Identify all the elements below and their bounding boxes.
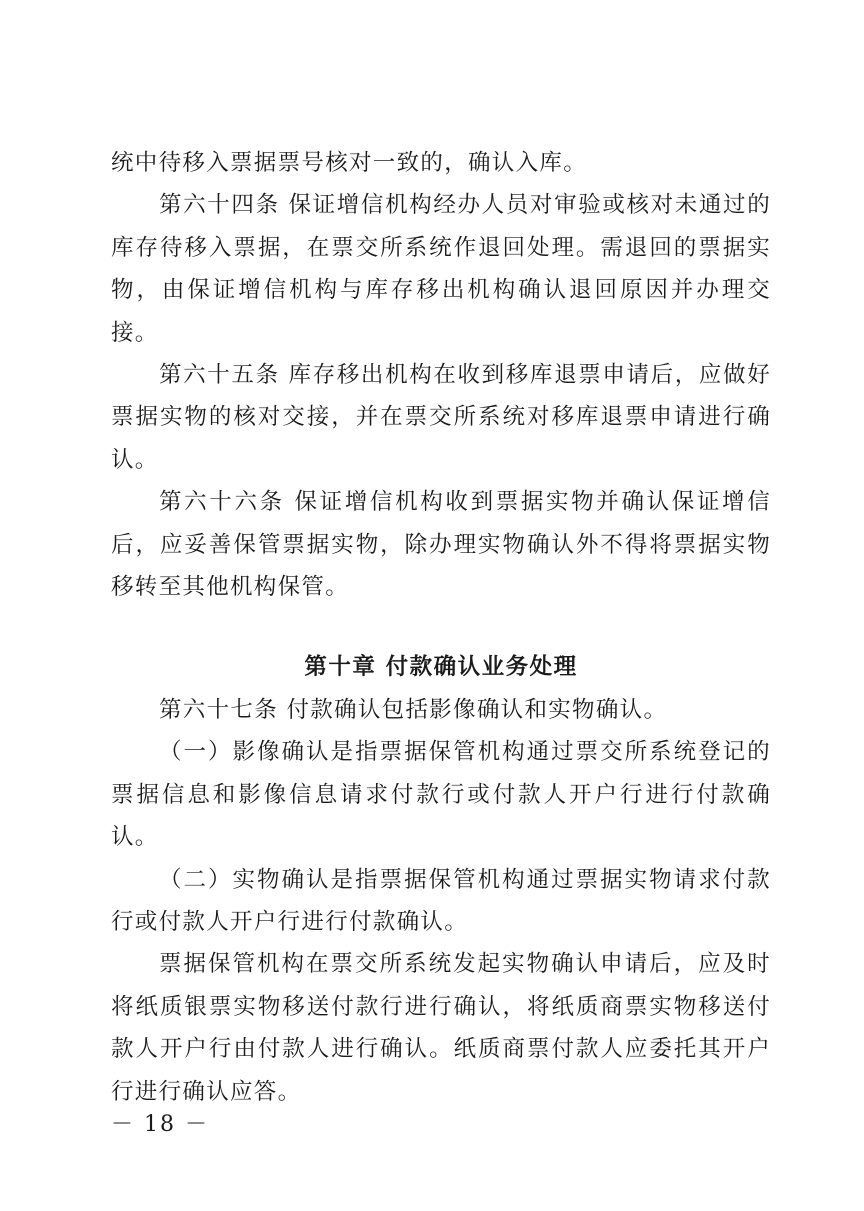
confirmation-request-paragraph: 票据保管机构在票交所系统发起实物确认申请后，应及时将纸质银票实物移送付款行进行确认，将纸质商票实物移送付款人开户行由付款人进行确认。纸质商票付款人应委托其开户行进行确认应答。 xyxy=(111,951,771,1105)
article-66-paragraph: 第六十六条 保证增信机构收到票据实物并确认保证增信后，应妥善保管票据实物，除办理实物确认外不得将票据实物移转至其他机构保管。 xyxy=(111,489,771,601)
document-page xyxy=(111,142,771,1113)
paragraph-continuation: 统中待移入票据票号核对一致的，确认入库。 xyxy=(111,150,588,176)
physical-confirmation-paragraph: （二）实物确认是指票据保管机构通过票据实物请求付款行或付款人开户行进行付款确认。 xyxy=(111,866,771,935)
article-67-paragraph: 第六十七条 付款确认包括影像确认和实物确认。 xyxy=(159,696,668,723)
page-number: － 18 － xyxy=(111,1112,209,1137)
article-64-paragraph: 第六十四条 保证增信机构经办人员对审验或核对未通过的库存待移入票据，在票交所系统作退回处理。需退回的票据实物，由保证增信机构与库存移出机构确认退回原因并办理交接。 xyxy=(111,192,771,346)
chapter-title: 第十章 付款确认业务处理 xyxy=(304,654,578,681)
article-65-paragraph: 第六十五条 库存移出机构在收到移库退票申请后，应做好票据实物的核对交接，并在票交所系统对移库退票申请进行确认。 xyxy=(111,362,771,473)
image-confirmation-paragraph: （一）影像确认是指票据保管机构通过票交所系统登记的票据信息和影像信息请求付款行或付款人开户行进行付款确认。 xyxy=(111,739,771,851)
